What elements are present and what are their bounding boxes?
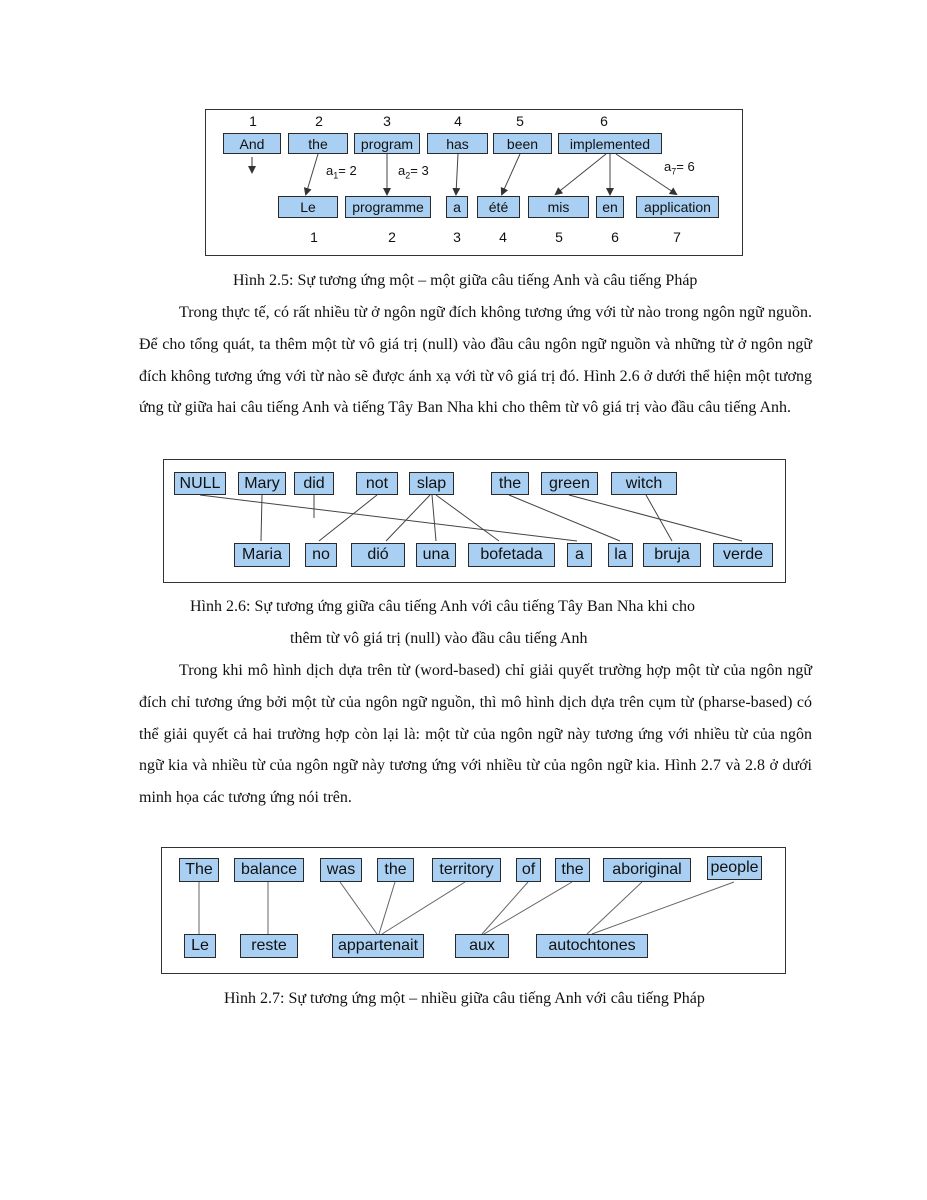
target-word-box: una: [416, 543, 456, 567]
target-word-box: application: [636, 196, 719, 218]
source-word-box: The: [179, 858, 219, 882]
source-word-box: Mary: [238, 472, 286, 495]
alignment-annotation-a1: $a_1= 2$: [326, 163, 357, 181]
source-index: 5: [516, 113, 524, 129]
target-word-box: appartenait: [332, 934, 424, 958]
source-word-box: And: [223, 133, 281, 154]
target-word-box: a: [567, 543, 592, 567]
source-word-box: balance: [234, 858, 304, 882]
source-word-box: witch: [611, 472, 677, 495]
target-index: 2: [388, 229, 396, 245]
target-word-box: autochtones: [536, 934, 648, 958]
source-index: 6: [600, 113, 608, 129]
source-word-box: the: [288, 133, 348, 154]
alignment-annotation-a7: $a_7= 6$: [664, 159, 695, 177]
source-word-box: the: [491, 472, 529, 495]
target-word-box: mis: [528, 196, 589, 218]
target-word-box: programme: [345, 196, 431, 218]
target-word-box: Maria: [234, 543, 290, 567]
figure-2-5-caption: Hình 2.5: Sự tương ứng một – một giữa câu tiếng Anh và câu tiếng Pháp: [233, 272, 698, 289]
figure-2-5: [205, 109, 743, 256]
target-word-box: bofetada: [468, 543, 555, 567]
paragraph-null-word: Trong thực tế, có rất nhiều từ ở ngôn ngữ đích không tương ứng với từ nào trong ngôn ngữ nguồn. Để cho tổng quát, ta thêm một từ vô giá trị (null) vào đầu câu ngôn ngữ nguồn và những từ ở ngôn ngữ đích không tương ứng với từ nào sẽ được ánh xạ với từ vô giá trị đó. Hình 2.6 ở dưới thể hiện một tương ứng từ giữa hai câu tiếng Anh và tiếng Tây Ban Nha khi cho thêm từ vô giá trị vào đầu câu tiếng Anh.: [139, 304, 812, 417]
source-index: 3: [383, 113, 391, 129]
source-word-box: did: [294, 472, 334, 495]
figure-2-7: [161, 847, 786, 974]
target-word-box: dió: [351, 543, 405, 567]
source-word-box: people: [707, 856, 762, 880]
source-word-box: territory: [432, 858, 501, 882]
source-word-box: not: [356, 472, 398, 495]
figure-2-7-caption: Hình 2.7: Sự tương ứng một – nhiều giữa câu tiếng Anh với câu tiếng Pháp: [224, 990, 705, 1007]
target-index: 5: [555, 229, 563, 245]
target-word-box: Le: [184, 934, 216, 958]
figure-2-6: [163, 459, 786, 583]
target-word-box: bruja: [643, 543, 701, 567]
target-index: 7: [673, 229, 681, 245]
figure-2-6-caption-line2: thêm từ vô giá trị (null) vào đầu câu tiếng Anh: [290, 630, 588, 647]
source-index: 2: [315, 113, 323, 129]
source-word-box: been: [493, 133, 552, 154]
target-word-box: Le: [278, 196, 338, 218]
target-word-box: été: [477, 196, 520, 218]
target-word-box: reste: [240, 934, 298, 958]
target-word-box: a: [446, 196, 468, 218]
source-word-box: of: [516, 858, 541, 882]
paragraph-phrase-based: Trong khi mô hình dịch dựa trên từ (word-based) chỉ giải quyết trường hợp một từ của ngôn ngữ đích chỉ tương ứng bởi một từ của ngôn ngữ nguồn, thì mô hình dịch dựa trên cụm từ (pharse-based) có thể giải quyết cả hai trường hợp còn lại là: một từ của ngôn ngữ này tương ứng với nhiều từ của ngôn ngữ kia và nhiều từ của ngôn ngữ này tương ứng với nhiều từ của ngôn ngữ kia. Hình 2.7 và 2.8 ở dưới minh họa các tương ứng nói trên.: [139, 662, 812, 807]
source-index: 1: [249, 113, 257, 129]
target-index: 4: [499, 229, 507, 245]
alignment-annotation-a2: $a_2= 3$: [398, 163, 429, 181]
target-word-box: no: [305, 543, 337, 567]
source-word-box: green: [541, 472, 598, 495]
target-index: 3: [453, 229, 461, 245]
source-word-box: NULL: [174, 472, 226, 495]
target-word-box: aux: [455, 934, 509, 958]
source-word-box: has: [427, 133, 488, 154]
source-index: 4: [454, 113, 462, 129]
source-word-box: slap: [409, 472, 454, 495]
target-word-box: la: [608, 543, 633, 567]
source-word-box: implemented: [558, 133, 662, 154]
target-word-box: verde: [713, 543, 773, 567]
source-word-box: aboriginal: [603, 858, 691, 882]
figure-2-6-caption-line1: Hình 2.6: Sự tương ứng giữa câu tiếng Anh với câu tiếng Tây Ban Nha khi cho: [190, 598, 696, 615]
target-index: 6: [611, 229, 619, 245]
source-word-box: the: [377, 858, 414, 882]
source-word-box: program: [354, 133, 420, 154]
source-word-box: was: [320, 858, 362, 882]
target-index: 1: [310, 229, 318, 245]
source-word-box: the: [555, 858, 590, 882]
target-word-box: en: [596, 196, 624, 218]
